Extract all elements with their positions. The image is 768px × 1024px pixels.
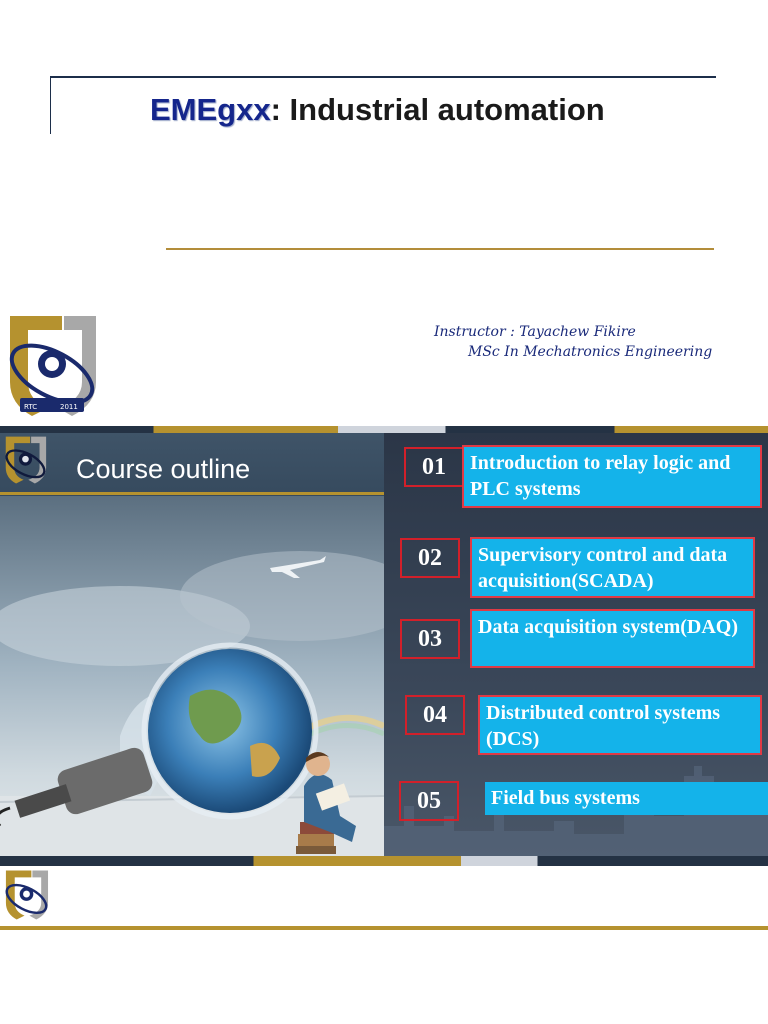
instructor-block [434, 324, 712, 360]
outline-number-02: 02 [400, 538, 460, 578]
logo-text: RTC [24, 403, 38, 411]
course-name: : Industrial automation [270, 92, 605, 127]
title-frame-left-line [50, 76, 51, 134]
institution-logo-icon [2, 868, 50, 924]
outline-item-daq: Data acquisition system(DAQ) [470, 609, 755, 668]
bottom-accent-bar [0, 856, 768, 866]
gold-divider [166, 248, 714, 250]
top-accent-bar [0, 426, 768, 433]
outline-item-dcs: Distributed control systems (DCS) [478, 695, 762, 755]
instructor-name: Instructor : Tayachew Fikire [434, 324, 636, 340]
logo-year: 2011 [60, 403, 78, 411]
outline-number-04: 04 [405, 695, 465, 735]
institution-logo-icon [2, 312, 100, 424]
course-code: EMEgxx [150, 92, 271, 127]
outline-item-field-bus: Field bus systems [485, 782, 768, 815]
institution-logo-icon [2, 433, 48, 489]
lightbulb-globe-image [0, 496, 384, 866]
outline-number-03: 03 [400, 619, 460, 659]
header-gold-line [0, 492, 384, 495]
title-frame-top-line [50, 76, 716, 78]
slide-title [150, 92, 605, 128]
course-outline-slide [0, 426, 768, 866]
instructor-degree: MSc In Mechatronics Engineering [468, 344, 713, 360]
course-outline-heading: Course outline [76, 454, 251, 484]
outline-item-scada: Supervisory control and data acquisition(SCADA) [470, 537, 755, 598]
outline-number-01: 01 [404, 447, 464, 487]
outline-item-relay-logic-plc: Introduction to relay logic and PLC systems [462, 445, 762, 508]
footer-gold-rule [0, 926, 768, 930]
outline-number-05: 05 [399, 781, 459, 821]
